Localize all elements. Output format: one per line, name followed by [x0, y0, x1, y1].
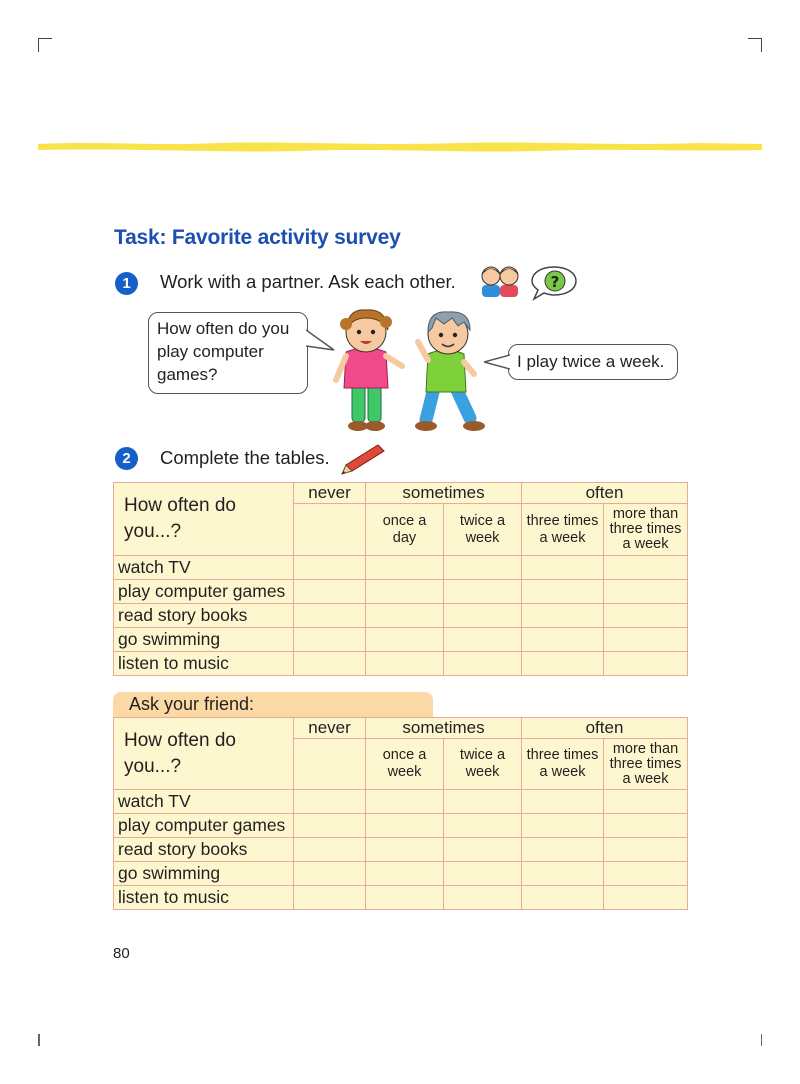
page-number: 80	[113, 945, 130, 962]
girl-speech-bubble	[148, 312, 308, 394]
answer-cell[interactable]	[522, 838, 604, 862]
table-2-header-never: never	[294, 718, 366, 739]
answer-cell[interactable]	[604, 628, 688, 652]
answer-cell[interactable]	[294, 580, 366, 604]
answer-cell[interactable]	[522, 790, 604, 814]
answer-cell[interactable]	[366, 628, 444, 652]
crop-mark-bottom-right	[761, 1034, 763, 1046]
table-2-sub-twice-a-week	[444, 739, 522, 790]
girl-speech-line-2: play computer	[157, 342, 264, 361]
sub-line: day	[392, 529, 417, 546]
answer-cell[interactable]	[444, 814, 522, 838]
answer-cell[interactable]	[444, 580, 522, 604]
answer-cell[interactable]	[366, 652, 444, 676]
answer-cell[interactable]	[604, 604, 688, 628]
answer-cell[interactable]	[294, 838, 366, 862]
answer-cell[interactable]	[522, 604, 604, 628]
sub-line: a week	[539, 529, 586, 546]
table-1-row-label: listen to music	[114, 652, 294, 676]
table-1-question	[114, 483, 294, 556]
answer-cell[interactable]	[294, 556, 366, 580]
table-1-question-line-2: you...?	[124, 521, 182, 542]
table-row	[114, 580, 688, 604]
table-2-row-label: go swimming	[114, 862, 294, 886]
ask-your-friend-tab: Ask your friend:	[113, 692, 433, 717]
answer-cell[interactable]	[366, 862, 444, 886]
answer-cell[interactable]	[294, 628, 366, 652]
table-2-row-label: play computer games	[114, 814, 294, 838]
table-row	[114, 862, 688, 886]
answer-cell[interactable]	[604, 790, 688, 814]
table-2-row-label: watch TV	[114, 790, 294, 814]
table-row	[114, 604, 688, 628]
table-1-row-label: play computer games	[114, 580, 294, 604]
frequency-table-self	[113, 482, 688, 676]
sub-line: once a	[382, 512, 427, 529]
table-1-sub-once-a-day	[366, 504, 444, 556]
table-2-row-label: listen to music	[114, 886, 294, 910]
answer-cell[interactable]	[522, 652, 604, 676]
table-1-sub-more-than-three	[604, 504, 688, 556]
answer-cell[interactable]	[366, 604, 444, 628]
sub-line: week	[465, 529, 500, 546]
table-1-row-label: read story books	[114, 604, 294, 628]
answer-cell[interactable]	[604, 886, 688, 910]
answer-cell[interactable]	[522, 886, 604, 910]
girl-speech-line-3: games?	[157, 365, 218, 384]
answer-cell[interactable]	[444, 886, 522, 910]
task-title: Task: Favorite activity survey	[114, 226, 401, 249]
answer-cell[interactable]	[444, 604, 522, 628]
table-2-sub-more-than-three	[604, 739, 688, 790]
table-2-question	[114, 718, 294, 790]
answer-cell[interactable]	[444, 652, 522, 676]
boy-speech-text: I play twice a week.	[517, 352, 665, 371]
answer-cell[interactable]	[294, 652, 366, 676]
answer-cell[interactable]	[366, 838, 444, 862]
table-row	[114, 838, 688, 862]
answer-cell[interactable]	[444, 838, 522, 862]
table-2-question-line-2: you...?	[124, 755, 182, 777]
table-1-header-often: often	[522, 483, 688, 504]
answer-cell[interactable]	[366, 556, 444, 580]
answer-cell[interactable]	[522, 556, 604, 580]
girl-speech-line-1: How often do you	[157, 319, 290, 338]
answer-cell[interactable]	[604, 838, 688, 862]
boy-speech-bubble	[508, 344, 678, 380]
table-2-header-never-blank	[294, 739, 366, 790]
sub-line: more than	[612, 506, 679, 522]
answer-cell[interactable]	[604, 556, 688, 580]
answer-cell[interactable]	[522, 814, 604, 838]
answer-cell[interactable]	[294, 814, 366, 838]
answer-cell[interactable]	[522, 580, 604, 604]
table-2-header-sometimes: sometimes	[366, 718, 522, 739]
pencil-icon	[340, 443, 386, 475]
answer-cell[interactable]	[294, 862, 366, 886]
answer-cell[interactable]	[294, 790, 366, 814]
answer-cell[interactable]	[366, 790, 444, 814]
table-row	[114, 790, 688, 814]
table-1-sub-three-times	[522, 504, 604, 556]
answer-cell[interactable]	[522, 862, 604, 886]
sub-line: three times	[526, 747, 599, 763]
table-row	[114, 886, 688, 910]
answer-cell[interactable]	[604, 862, 688, 886]
table-2-header-often: often	[522, 718, 688, 739]
answer-cell[interactable]	[604, 652, 688, 676]
crop-mark-top-right	[748, 38, 762, 52]
table-2-row-label: read story books	[114, 838, 294, 862]
crop-mark-bottom-left	[38, 1034, 40, 1046]
table-1-header-sometimes: sometimes	[366, 483, 522, 504]
table-2-question-line-1: How often do	[124, 729, 236, 751]
sub-line: more than	[612, 740, 679, 757]
table-1-row-label: watch TV	[114, 556, 294, 580]
sub-line: a week	[622, 770, 669, 787]
table-row	[114, 628, 688, 652]
table-row	[114, 556, 688, 580]
sub-line: week	[387, 764, 422, 780]
sub-line: twice a	[459, 747, 506, 763]
table-1-header-never-blank	[294, 504, 366, 556]
step-1-instruction: Work with a partner. Ask each other.	[160, 271, 456, 292]
answer-cell[interactable]	[444, 556, 522, 580]
girl-illustration	[332, 306, 412, 434]
sub-line: week	[465, 764, 500, 780]
answer-cell[interactable]	[294, 604, 366, 628]
table-1-row-label: go swimming	[114, 628, 294, 652]
table-1-question-line-1: How often do	[124, 495, 236, 516]
answer-cell[interactable]	[366, 580, 444, 604]
frequency-table-friend	[113, 717, 688, 910]
partners-icon	[480, 263, 520, 297]
step-2-badge: 2	[115, 447, 138, 470]
answer-cell[interactable]	[366, 814, 444, 838]
sub-line: three times	[526, 512, 599, 529]
table-row	[114, 814, 688, 838]
table-row	[114, 652, 688, 676]
sub-line: once a	[382, 747, 427, 763]
question-bubble-icon	[530, 265, 578, 301]
table-2-sub-three-times	[522, 739, 604, 790]
sub-line: three times	[609, 521, 682, 537]
yellow-highlight-band	[38, 139, 762, 153]
sub-line: a week	[622, 536, 669, 552]
sub-line: twice a	[459, 512, 506, 529]
answer-cell[interactable]	[604, 814, 688, 838]
table-1-header-never: never	[294, 483, 366, 504]
step-1-badge: 1	[115, 272, 138, 295]
answer-cell[interactable]	[366, 886, 444, 910]
step-2-instruction: Complete the tables.	[160, 447, 330, 468]
question-mark-glyph: ?	[550, 273, 560, 291]
table-2-sub-once-a-week	[366, 739, 444, 790]
sub-line: a week	[539, 764, 586, 780]
boy-illustration	[414, 308, 494, 436]
sub-line: three times	[609, 755, 682, 772]
table-1-sub-twice-a-week	[444, 504, 522, 556]
answer-cell[interactable]	[294, 886, 366, 910]
answer-cell[interactable]	[522, 628, 604, 652]
crop-mark-top-left	[38, 38, 52, 52]
answer-cell[interactable]	[604, 580, 688, 604]
answer-cell[interactable]	[444, 862, 522, 886]
answer-cell[interactable]	[444, 628, 522, 652]
answer-cell[interactable]	[444, 790, 522, 814]
